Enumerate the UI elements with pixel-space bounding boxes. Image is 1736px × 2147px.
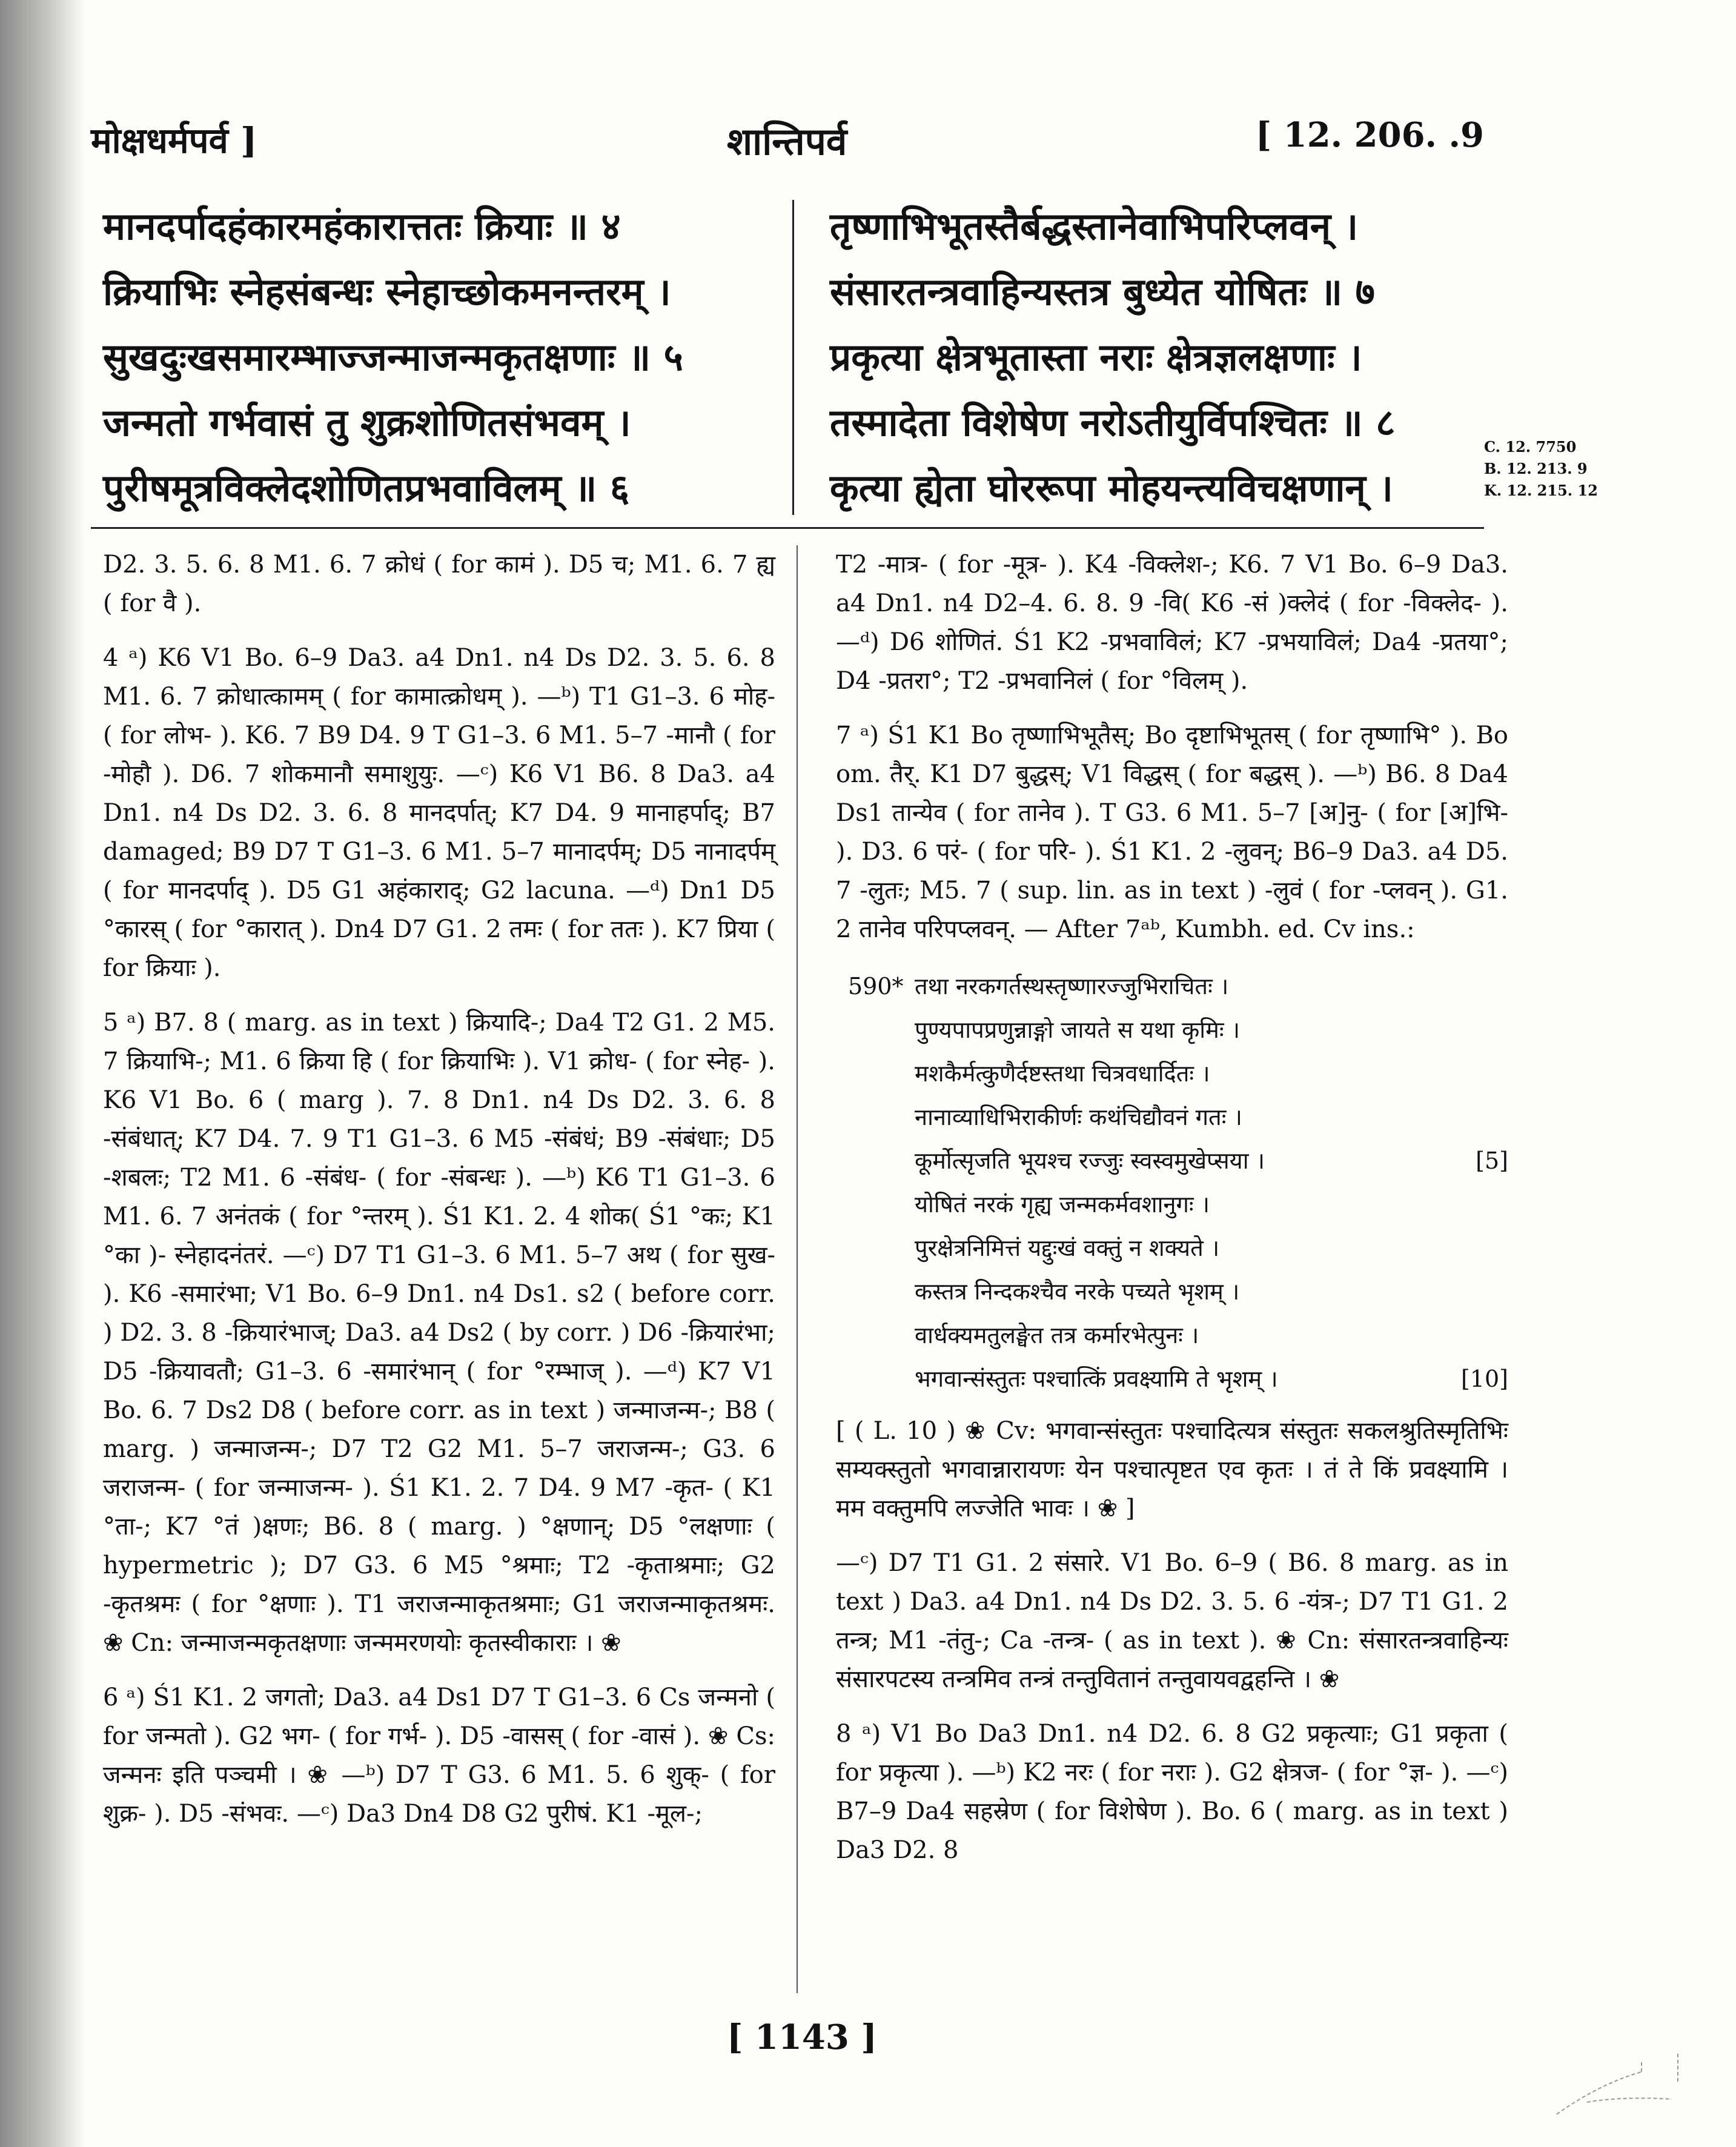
verse-block (91, 194, 1484, 521)
concordance (1484, 436, 1598, 502)
concordance-c: C. 12. 7750 (1484, 438, 1577, 456)
notes-column-right (836, 545, 1508, 1885)
note-paragraph: —ᶜ) D7 T1 G1. 2 संसारे. V1 Bo. 6–9 ( B6. 8 marg. as in text ) Da3. a4 Dn1. n4 Ds D2. 3. 5. 6 -यंत्र-; D7 T1 G1. 2 तन्त्र; M1 -तंतु-; Ca -तन्त्र- ( as in text ). ❀ Cn: संसारतन्त्रवाहिन्यः संसारपटस्य तन्त्रमिव तन्त्रं तन्तुवितानं तन्तुवायवद्वहन्ति । ❀ (836, 1549, 1508, 1693)
page-header (91, 115, 1484, 170)
critical-apparatus (91, 545, 1508, 1999)
horizontal-rule (91, 527, 1484, 529)
insertion-passage (848, 964, 1508, 1401)
note-paragraph: 4 ᵃ) K6 V1 Bo. 6–9 Da3. a4 Dn1. n4 Ds D2. 3. 5. 6. 8 M1. 6. 7 क्रोधात्कामम् ( for कामात्क्रोधम् ). —ᵇ) T1 G1–3. 6 मोह- ( for लोभ- ). K6. 7 B9 D4. 9 T G1–3. 6 M1. 5–7 -मानौ ( for -मोहौ ). D6. 7 शोकमानौ समाशुयुः. —ᶜ) K6 V1 B6. 8 Da3. a4 Dn1. n4 Ds D2. 3. 6. 8 मानदर्पात्; K7 D4. 9 मानाहर्पाद्; B7 damaged; B9 D7 T G1–3. 6 M1. 5–7 मानादर्पम्; D5 नानादर्पम् ( for मानदर्पाद् ). D5 G1 अहंकाराद्; G2 lacuna. —ᵈ) Dn1 D5 °कारस् ( for °कारात् ). Dn4 D7 G1. 2 तमः ( for ततः ). K7 प्रिया ( for क्रियाः ). (103, 644, 775, 982)
verse-line: तृष्णाभिभूतस्तैर्बद्धस्तानेवाभिपरिप्लवन् । (830, 204, 1359, 248)
notes-divider (797, 545, 798, 1993)
insertion-line: तथा नरकगर्तस्थस्तृष्णारज्जुभिराचितः । (915, 973, 1229, 1000)
verse-column-left (103, 194, 775, 521)
verse-line: क्रियाभिः स्नेहसंबन्धः स्नेहाच्छोकमनन्तरम् । (103, 270, 671, 314)
line-marker: [10] (1460, 1366, 1508, 1392)
verse-line: सुखदुःखसमारम्भाज्जन्माजन्मकृतक्षणाः ॥ ५ (103, 335, 683, 379)
insertion-line: भगवान्संस्तुतः पश्चात्किं प्रवक्ष्यामि ते भृशम् । (915, 1366, 1278, 1392)
header-left: मोक्षधर्मपर्व ] (91, 120, 257, 161)
note-paragraph: D2. 3. 5. 6. 8 M1. 6. 7 क्रोधं ( for कामं ). D5 च; M1. 6. 7 ह्य ( for वै ). (103, 551, 775, 617)
note-paragraph: 7 ᵃ) Ś1 K1 Bo तृष्णाभिभूतैस्; Bo दृष्टाभिभूतस् ( for तृष्णाभि° ). Bo om. तैर्. K1 D7 बुद्धस्; V1 विद्धस् ( for बद्धस् ). —ᵇ) B6. 8 Da4 Ds1 तान्येव ( for तानेव ). T G3. 6 M1. 5–7 [अ]नु- ( for [अ]भि- ). D3. 6 परं- ( for परि- ). Ś1 K1. 2 -लुवन्; B6–9 Da3. a4 D5. 7 -लुतः; M5. 7 ( sup. lin. as in text ) -लुवं ( for -प्लवन् ). G1. 2 तानेव परिपप्लवन्. — After 7ᵃᵇ, Kumbh. ed. Cv ins.: (836, 722, 1508, 943)
verse-line: प्रकृत्या क्षेत्रभूतास्ता नराः क्षेत्रज्ञलक्षणाः । (830, 335, 1362, 379)
scan-edge-shadow (0, 0, 85, 2147)
insertion-line: कस्तत्र निन्दकश्चैव नरके पच्यते भृशम् । (915, 1278, 1240, 1305)
verse-line: कृत्या ह्येता घोररूपा मोहयन्त्यविचक्षणान् । (830, 466, 1393, 510)
header-center: शान्तिपर्व (727, 119, 847, 164)
insertion-line: पुण्यपापप्रणुन्नाङ्गो जायते स यथा कृमिः । (915, 1017, 1240, 1043)
insertion-number: 590* (848, 973, 904, 1000)
notes-column-left (103, 545, 775, 1849)
insertion-line: कूर्मोत्सृजति भूयश्च रज्जुः स्वस्वमुखेप्सया । (915, 1147, 1265, 1174)
verse-line: जन्मतो गर्भवासं तु शुक्रशोणितसंभवम् । (103, 400, 631, 445)
concordance-k: K. 12. 215. 12 (1484, 482, 1598, 499)
note-paragraph: [ ( L. 10 ) ❀ Cv: भगवान्संस्तुतः पश्चादित्यत्र संस्तुतः सकलश्रुतिस्मृतिभिः सम्यक्स्तुतो भगवान्नारायणः येन पश्चात्पृष्टत एव कृतः । तं ते किं प्रवक्ष्यामि । मम वक्तुमपि लज्जेति भावः । ❀ ] (836, 1417, 1508, 1522)
insertion-line: पुरक्षेत्रनिमित्तं यद्दुःखं वक्तुं न शक्यते । (915, 1235, 1220, 1261)
note-paragraph: 8 ᵃ) V1 Bo Da3 Dn1. n4 D2. 6. 8 G2 प्रकृत्याः; G1 प्रकृता ( for प्रकृत्या ). —ᵇ) K2 नरः ( for नराः ). G2 क्षेत्रज- ( for °ज्ञ- ). —ᶜ) B7–9 Da4 सहस्रेण ( for विशेषेण ). Bo. 6 ( marg. as in text ) Da3 D2. 8 (836, 1720, 1508, 1864)
line-marker: [5] (1476, 1147, 1508, 1174)
verse-column-right (830, 194, 1502, 521)
concordance-b: B. 12. 213. 9 (1484, 460, 1588, 477)
verse-line: संसारतन्त्रवाहिन्यस्तत्र बुध्येत योषितः ॥ ७ (830, 270, 1375, 314)
pencil-scribble-icon (1551, 2048, 1696, 2120)
note-paragraph: 6 ᵃ) Ś1 K1. 2 जगतो; Da3. a4 Ds1 D7 T G1–3. 6 Cs जन्मनो ( for जन्मतो ). G2 भग- ( for गर्भ- ). D5 -वासस् ( for -वासं ). ❀ Cs: जन्मनः इति पञ्चमी । ❀ —ᵇ) D7 T G3. 6 M1. 5. 6 शुक्- ( for शुक्र- ). D5 -संभवः. —ᶜ) Da3 Dn4 D8 G2 पुरीषं. K1 -मूल-; (103, 1684, 775, 1828)
verse-divider (792, 200, 794, 515)
insertion-line: नानाव्याधिभिराकीर्णः कथंचिद्यौवनं गतः । (915, 1104, 1242, 1130)
insertion-line: योषितं नरकं गृह्य जन्मकर्मवशानुगः । (915, 1191, 1210, 1218)
note-paragraph: T2 -मात्र- ( for -मूत्र- ). K4 -विक्लेश-; K6. 7 V1 Bo. 6–9 Da3. a4 Dn1. n4 D2–4. 6. 8. 9 -वि( K6 -सं )क्लेदं ( for -विक्लेद- ). —ᵈ) D6 शोणितं. Ś1 K2 -प्रभवाविलं; K7 -प्रभयाविलं; Da4 -प्रतया°; D4 -प्रतरा°; T2 -प्रभवानिलं ( for °विलम् ). (836, 551, 1508, 695)
insertion-line: वार्धक्यमतुलङ्घेत तत्र कर्मारभेत्पुनः । (915, 1322, 1199, 1349)
verse-line: पुरीषमूत्रविक्लेदशोणितप्रभवाविलम् ॥ ६ (103, 466, 630, 510)
insertion-line: मशकैर्मत्कुणैर्दष्टस्तथा चित्रवधार्दितः । (915, 1060, 1210, 1087)
verse-line: तस्मादेता विशेषेण नरोऽतीयुर्विपश्चितः ॥ ८ (830, 400, 1396, 445)
note-paragraph: 5 ᵃ) B7. 8 ( marg. as in text ) क्रियादि-; Da4 T2 G1. 2 M5. 7 क्रियाभि-; M1. 6 क्रिया हि ( for क्रियाभिः ). V1 क्रोध- ( for स्नेह- ). K6 V1 Bo. 6 ( marg ). 7. 8 Dn1. n4 Ds D2. 3. 6. 8 -संबंधात्; K7 D4. 7. 9 T1 G1–3. 6 M5 -संबंधं; B9 -संबंधाः; D5 -शबलः; T2 M1. 6 -संबंध- ( for -संबन्धः ). —ᵇ) K6 T1 G1–3. 6 M1. 6. 7 अनंतकं ( for °न्तरम् ). Ś1 K1. 2. 4 शोक( Ś1 °कः; K1 °का )- स्नेहादनंतरं. —ᶜ) D7 T1 G1–3. 6 M1. 5–7 अथ ( for सुख- ). K6 -समारंभा; V1 Bo. 6–9 Dn1. n4 Ds1. s2 ( before corr. ) D2. 3. 8 -क्रियारंभाज्; Da3. a4 Ds2 ( by corr. ) D6 -क्रियारंभा; D5 -क्रियावतौ; G1–3. 6 -समारंभान् ( for °रम्भाज् ). —ᵈ) K7 V1 Bo. 6. 7 Ds2 D8 ( before corr. as in text ) जन्माजन्म-; B8 ( marg. ) जन्माजन्म-; D7 T2 G2 M1. 5–7 जराजन्म-; G3. 6 जराजन्म- ( for जन्माजन्म- ). Ś1 K1. 2. 7 D4. 9 M7 -कृत- ( K1 °ता-; K7 °तं )क्षणः; B6. 8 ( marg. ) °क्षणान्; D5 °लक्षणाः ( hypermetric ); D7 G3. 6 M5 °श्रमाः; T2 -कृताश्रमाः; G2 -कृतश्रमः ( for °क्षणाः ). T1 जराजन्माकृतश्रमाः; G1 जराजन्माकृतश्रमः. ❀ Cn: जन्माजन्मकृतक्षणाः जन्ममरणयोः कृतस्वीकाराः । ❀ (103, 1009, 775, 1657)
page-number: [ 1143 ] (727, 2017, 877, 2057)
verse-line: मानदर्पादहंकारमहंकारात्ततः क्रियाः ॥ ४ (103, 204, 621, 248)
header-right: [ 12. 206. .9 (1255, 115, 1484, 155)
